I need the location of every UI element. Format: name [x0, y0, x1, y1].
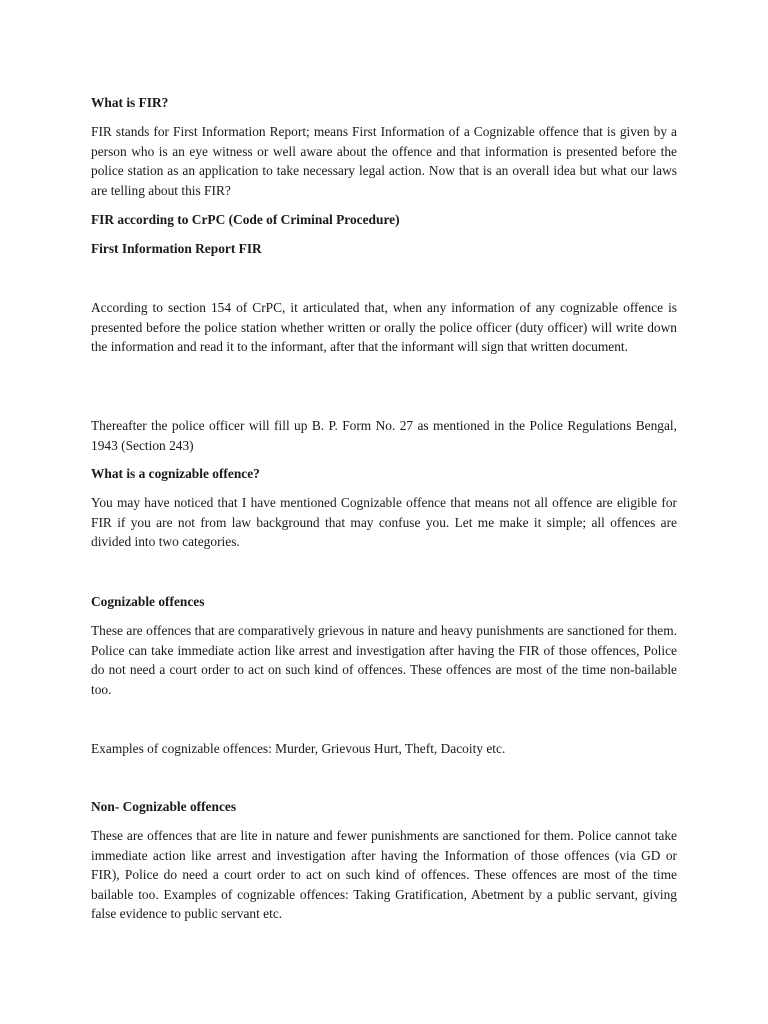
heading-first-information-report: First Information Report FIR	[91, 241, 262, 256]
heading-cognizable-offences: Cognizable offences	[91, 594, 205, 609]
heading-what-is-fir: What is FIR?	[91, 95, 169, 110]
paragraph-fir-definition: FIR stands for First Information Report; means First Information of a Cognizable offence that is given by a person who is an eye witness or well aware about the offence and that information is presented before the police station as an application to take necessary legal action. Now that is an overall idea but what our laws are telling about this FIR?	[91, 124, 677, 198]
paragraph-cognizable-examples: Examples of cognizable offences: Murder, Grievous Hurt, Theft, Dacoity etc.	[91, 741, 506, 756]
paragraph-cognizable-intro: You may have noticed that I have mentioned Cognizable offence that means not all offence are eligible for FIR if you are not from law background that may confuse you. Let me make it simple; all offences are divided into two categories.	[91, 495, 677, 549]
paragraph-section-154: According to section 154 of CrPC, it articulated that, when any information of any cognizable offence is presented before the police station whether written or orally the police officer (duty officer) will write down the information and read it to the informant, after that the informant will sign that written document.	[91, 300, 677, 354]
paragraph-bp-form: Thereafter the police officer will fill up B. P. Form No. 27 as mentioned in the Police Regulations Bengal, 1943 (Section 243)	[91, 418, 677, 453]
paragraph-cognizable-description: These are offences that are comparatively grievous in nature and heavy punishments are sanctioned for them. Police can take immediate action like arrest and investigation after having the FIR of those offences, Police do not need a court order to act on such kind of offences. These offences are most of the time non-bailable too.	[91, 623, 677, 697]
heading-fir-according-to-crpc: FIR according to CrPC (Code of Criminal Procedure)	[91, 212, 400, 227]
paragraph-non-cognizable-description: These are offences that are lite in nature and fewer punishments are sanctioned for them. Police cannot take immediate action like arrest and investigation after having the Information of those offences (via GD or FIR), Police do need a court order to act on such kind of offences. These offences are most of the time bailable too. Examples of cognizable offences: Taking Gratification, Abetment by a public servant, giving false evidence to public servant etc.	[91, 828, 677, 921]
heading-what-is-cognizable-offence: What is a cognizable offence?	[91, 466, 260, 481]
heading-non-cognizable-offences: Non- Cognizable offences	[91, 799, 237, 814]
